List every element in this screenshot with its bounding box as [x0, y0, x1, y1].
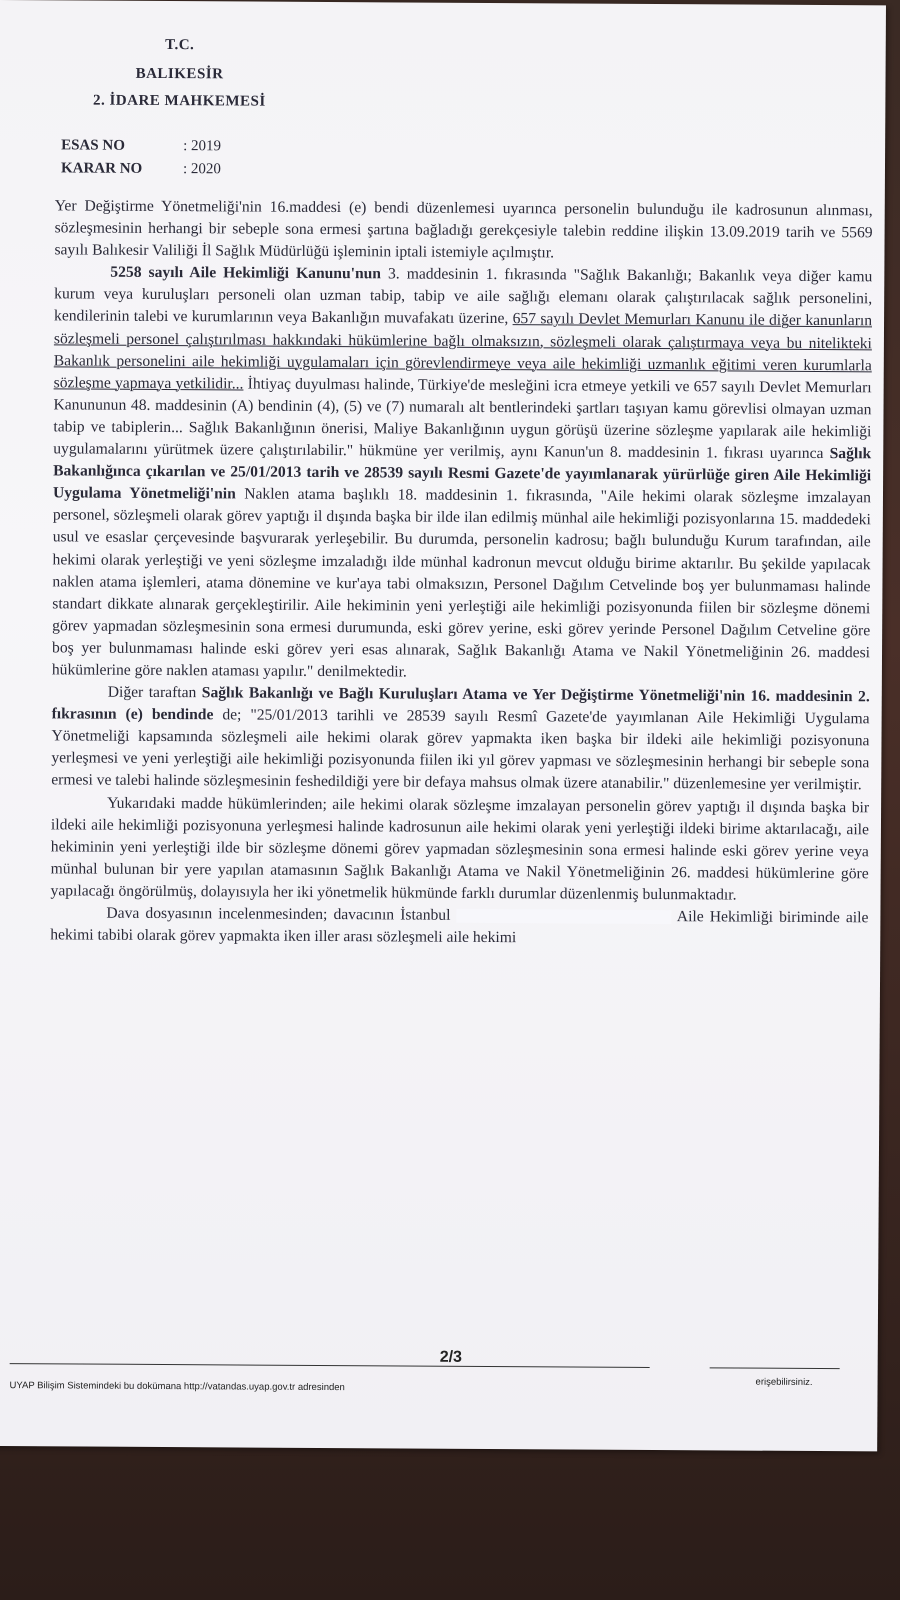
- karar-label: KARAR NO: [60, 160, 143, 177]
- footer-divider-right: [710, 1367, 840, 1369]
- paragraph-5-text-2: Aile Hekimliği biriminde aile hekimi tabibi olarak görev yapmakta iken iller arası sözleşmeli aile hekimi: [50, 908, 869, 947]
- page-number: 2/3: [439, 1348, 463, 1366]
- paragraph-2: [52, 262, 873, 687]
- underlined-clause: 657 sayılı Devlet Memurları Kanunu ile diğer kanunların sözleşmeli personel çalıştırılması hakkındaki hükümlerine bağlı olmaksızın, sözleşmeli olarak çalıştırmaya veya bu nitelikteki Bakanlık personelini aile hekimliği uygulamaları için görevlendirmeye veya aile hekimliği uzmanlık eğitimi veren kurumlarla sözleşme yapmaya yetkilidir...: [53, 310, 873, 393]
- paragraph-4: Yukarıdaki madde hükümlerinden; aile hekimi olarak sözleşme imzalayan personelin görev yaptığı il dışında başka bir ildeki aile hekimliği pozisyonuna yerleşmesi halinde kadrosunun aile hekimi olarak yeni yerleştiği ildeki birime aktarılacağı, aile hekiminin yeni yerleştiği ilde bir sözleşme dönemi görev yapmadan sözleşmesinin sona ermesi halinde eski görev yerine veya münhal bulunan bir yere yapılan atamasının Sağlık Bakanlığı Atama ve Nakil Yönetmeliğinin 26. maddesi hükümlerine göre yapılacağı öngörülmüş, dolayısıyla her iki yönetmelik hükmünde farklı durumlar düzenlenmiş bulunmaktadır.: [50, 794, 870, 904]
- esas-value: : 2019: [183, 138, 222, 155]
- karar-value: : 2020: [182, 161, 221, 178]
- header-court: 2. İDARE MAHKEMESİ: [92, 92, 266, 110]
- paragraph-3-text-1: Diğer taraftan: [107, 683, 202, 702]
- esas-row: [61, 137, 221, 155]
- header-city: BALIKESİR: [135, 65, 224, 83]
- paragraph-2-text-3: Naklen atama başlıklı 18. maddesinin 1. fıkrasında, "Aile hekimi olarak sözleşme imzalayan personel, sözleşmeli olarak görev yaptığı il dışında başka bir ilde ilan edilmiş münhal aile hekimliği pozisyonlarına 15. maddedeki usul ve esaslar çerçevesinde başvurarak yerleşebilir. Bu durumda, personelin kadrosu; bağlı bulunduğu Kurum tarafından, aile hekimi olarak yerleştiği ve yeni sözleşme imzaladığı ilde münhal kadronun mevcut olduğu birime aktarılır. Bu şekilde yapılacak naklen atama işlemleri, atama dönemine ve kur'aya tabi olmaksızın, Personel Dağılım Cetvelinde boş yer bulunmaması halinde standart dikkate alınarak gerçekleştirilir. Aile hekiminin yeni yerleştiği aile hekimliği pozisyonunda fiilen bir sözleşme dönemi görev yapmadan sözleşmesinin sona ermesi durumunda, eski görev yerine, eski görev yerinde Personel Dağılım Cetveline göre boş yer bulunmaması halinde eski görev yeri esas alınarak, Sağlık Bakanlığı Atama ve Nakil Yönetmeliğinin 26. maddesi hükümlerine göre naklen ataması yapılır." denilmektedir.: [51, 485, 872, 681]
- esas-label: ESAS NO: [61, 137, 125, 154]
- paragraph-5: [50, 902, 868, 951]
- regulation-reference: Sağlık Bakanlığınca çıkarılan ve 25/01/2013 tarih ve 28539 sayılı Resmi Gazete'de yayımlanarak yürürlüğe giren Aile Hekimliği Uygulama Yönetmeliği'nin: [52, 445, 872, 503]
- law-reference: 5258 sayılı Aile Hekimliği Kanunu'nun: [110, 263, 382, 283]
- footer-divider: [10, 1363, 650, 1368]
- regulation-reference-2: Sağlık Bakanlığı ve Bağlı Kuruluşları Atama ve Yer Değiştirme Yönetmeliği'nin 16. maddesinin 2. fıkrasının (e) bendinde: [51, 684, 870, 724]
- paragraph-1: Yer Değiştirme Yönetmeliği'nin 16.maddesi (e) bendi düzenlemesi uyarınca personelin bulunduğu ile kadrosunun alınması, sözleşmesinin herhangi bir sebeple sona ermesi şartına bağladığı gerekçesiyle talebin reddine ilişkin 13.09.2019 tarih ve 5569 sayılı Balıkesir Valiliği İl Sağlık Müdürlüğü işleminin iptali istemiyle açılmıştır.: [54, 197, 873, 262]
- paragraph-3: [51, 681, 870, 796]
- header-tc: T.C.: [165, 37, 195, 54]
- uyap-notice-end: erişebilirsiniz.: [755, 1376, 813, 1388]
- paragraph-3-text-2: de; "25/01/2013 tarihli ve 28539 sayılı Resmî Gazete'de yayımlanan Aile Hekimliği Uygulama Yönetmeliği kapsamında sözleşmeli aile hekimi olarak görev yapmakta iken başka bir ildeki aile hekimliği pozisyonuna yerleşmesi ve yeni yerleştiği aile hekimliği pozisyonunda fiilen iki yıl görev yapması ve sözleşmesinin herhangi bir sebeple sona ermesi ve talebi halinde sözleşmesinin feshedildiği yere bir defaya mahsus olmak üzere atanabilir." düzenlemesine yer verilmiştir.: [51, 706, 870, 794]
- uyap-notice: UYAP Bilişim Sistemindeki bu dokümana http://vatandas.uyap.gov.tr adresinden: [9, 1380, 345, 1394]
- document-body: [50, 195, 873, 951]
- paragraph-2-text-2: İhtiyaç duyulması halinde, Türkiye'de mesleğini icra etmeye yetkili ve 657 sayılı Devlet Memurları Kanununun 48. maddesinin (A) bendinin (4), (5) ve (7) numaralı alt bentlerindeki şartları taşıyan kamu görevlisi olmayan uzman tabip ve tabiplerin... Sağlık Bakanlığının önerisi, Maliye Bakanlığının uygun görüşü üzerine sözleşme yapılarak aile hekimliği uygulamalarını yürütmek üzere çalıştırılabilir." hükmüne yer verilmiş, aynı Kanun'un 8. maddesinin 1. fıkrası uyarınca: [53, 375, 872, 463]
- karar-row: [61, 160, 221, 178]
- paragraph-2-text-1: 3. maddesinin 1. fıkrasında "Sağlık Bakanlığı; Bakanlık veya diğer kamu kurum veya kuruluşları personeli olan uzman tabip, tabip ve aile sağlığı elemanı olarak çalıştırılacak sağlık personelini, kendilerinin talebi ve kurumlarının veya Bakanlığın muvafakatı üzerine,: [54, 265, 873, 328]
- redacted-area: [457, 909, 672, 924]
- paragraph-5-text-1: Dava dosyasının incelenmesinden; davacının İstanbul: [106, 904, 457, 924]
